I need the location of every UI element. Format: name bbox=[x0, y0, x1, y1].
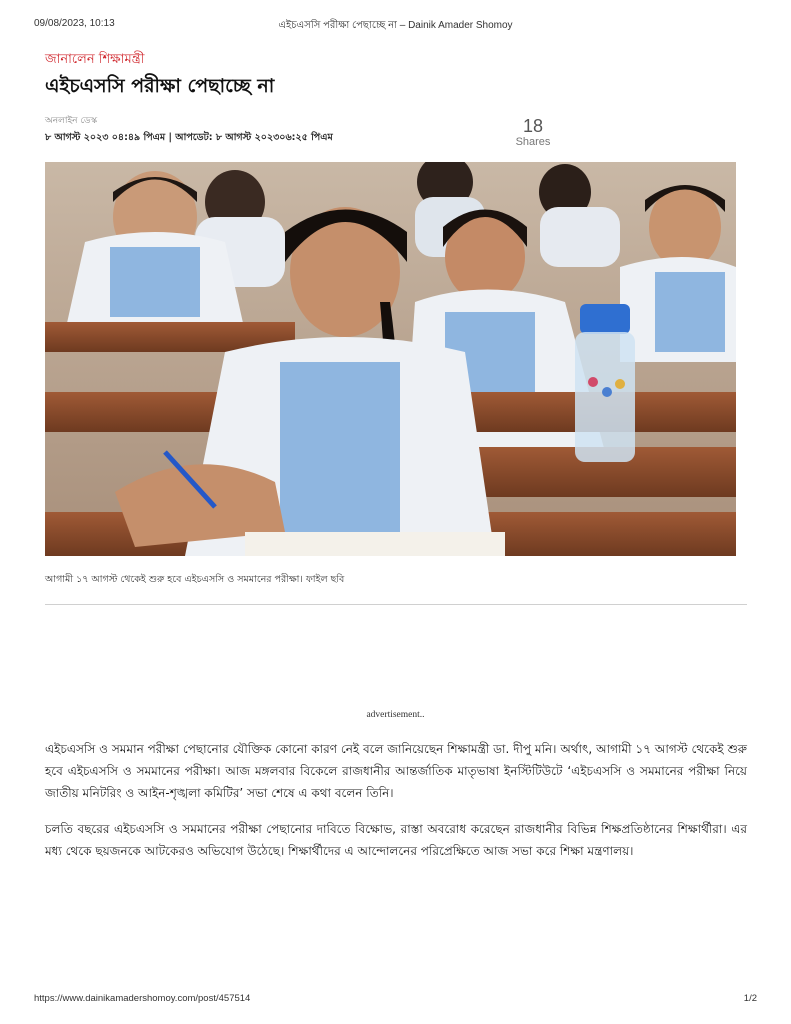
photo-caption: আগামী ১৭ আগস্ট থেকেই শুরু হবে এইচএসসি ও সমমানের পরীক্ষা। ফাইল ছবি bbox=[45, 574, 345, 585]
exam-hall-illustration bbox=[45, 162, 736, 556]
divider bbox=[45, 604, 747, 605]
article-photo bbox=[45, 162, 736, 556]
advertisement-label: advertisement.. bbox=[366, 710, 425, 720]
share-label: Shares bbox=[515, 136, 551, 148]
print-timestamp: 09/08/2023, 10:13 bbox=[34, 18, 115, 29]
print-url: https://www.dainikamadershomoy.com/post/457514 bbox=[34, 993, 251, 1004]
article-paragraph-2: চলতি বছরের এইচএসসি ও সমমানের পরীক্ষা পেছানোর দাবিতে বিক্ষোভ, রাস্তা অবরোধ করেছেন রাজধানীর বিভিন্ন শিক্ষপ্রতিষ্ঠানের শিক্ষার্থীরা। এর মধ্য থেকে ছয়জনকে আটকেরও অভিযোগ উঠেছে। শিক্ষার্থীদের এ আন্দোলনের পরিপ্রেক্ষিতে আজ সভা করে শিক্ষা মন্ত্রণালয়। bbox=[45, 822, 747, 858]
byline-author: অনলাইন ডেস্ক bbox=[45, 116, 98, 126]
print-footer bbox=[34, 993, 757, 1007]
print-header bbox=[34, 18, 757, 32]
article-paragraph-1: এইচএসসি ও সমমান পরীক্ষা পেছানোর যৌক্তিক কোনো কারণ নেই বলে জানিয়েছেন শিক্ষামন্ত্রী ডা. দীপু মনি। অর্থাৎ, আগামী ১৭ আগস্ট থেকেই শুরু হবে এইচএসসি ও সমমানের পরীক্ষা। আজ মঙ্গলবার বিকেলে রাজধানীর আন্তর্জাতিক মাতৃভাষা ইনস্টিটিউটে ‘এইচএসসি ও সমমানের পরীক্ষা নিয়ে জাতীয় মনিটরিং ও আইন-শৃঙ্খলা কমিটির’ সভা শেষে এ কথা বলেন তিনি। bbox=[45, 742, 747, 800]
print-page-title: এইচএসসি পরীক্ষা পেছাচ্ছে না – Dainik Amader Shomoy bbox=[278, 20, 513, 31]
byline-date: ৮ আগস্ট ২০২৩ ০৪:৪৯ পিএম | আপডেট: ৮ আগস্ট ২০২৩০৬:২৫ পিএম bbox=[45, 132, 333, 143]
category-link[interactable]: জানালেন শিক্ষামন্ত্রী bbox=[45, 52, 145, 67]
print-page-number: 1/2 bbox=[743, 993, 757, 1004]
share-counter[interactable] bbox=[506, 117, 560, 148]
share-count: 18 bbox=[522, 116, 544, 136]
article-headline: এইচএসসি পরীক্ষা পেছাচ্ছে না bbox=[45, 75, 275, 97]
